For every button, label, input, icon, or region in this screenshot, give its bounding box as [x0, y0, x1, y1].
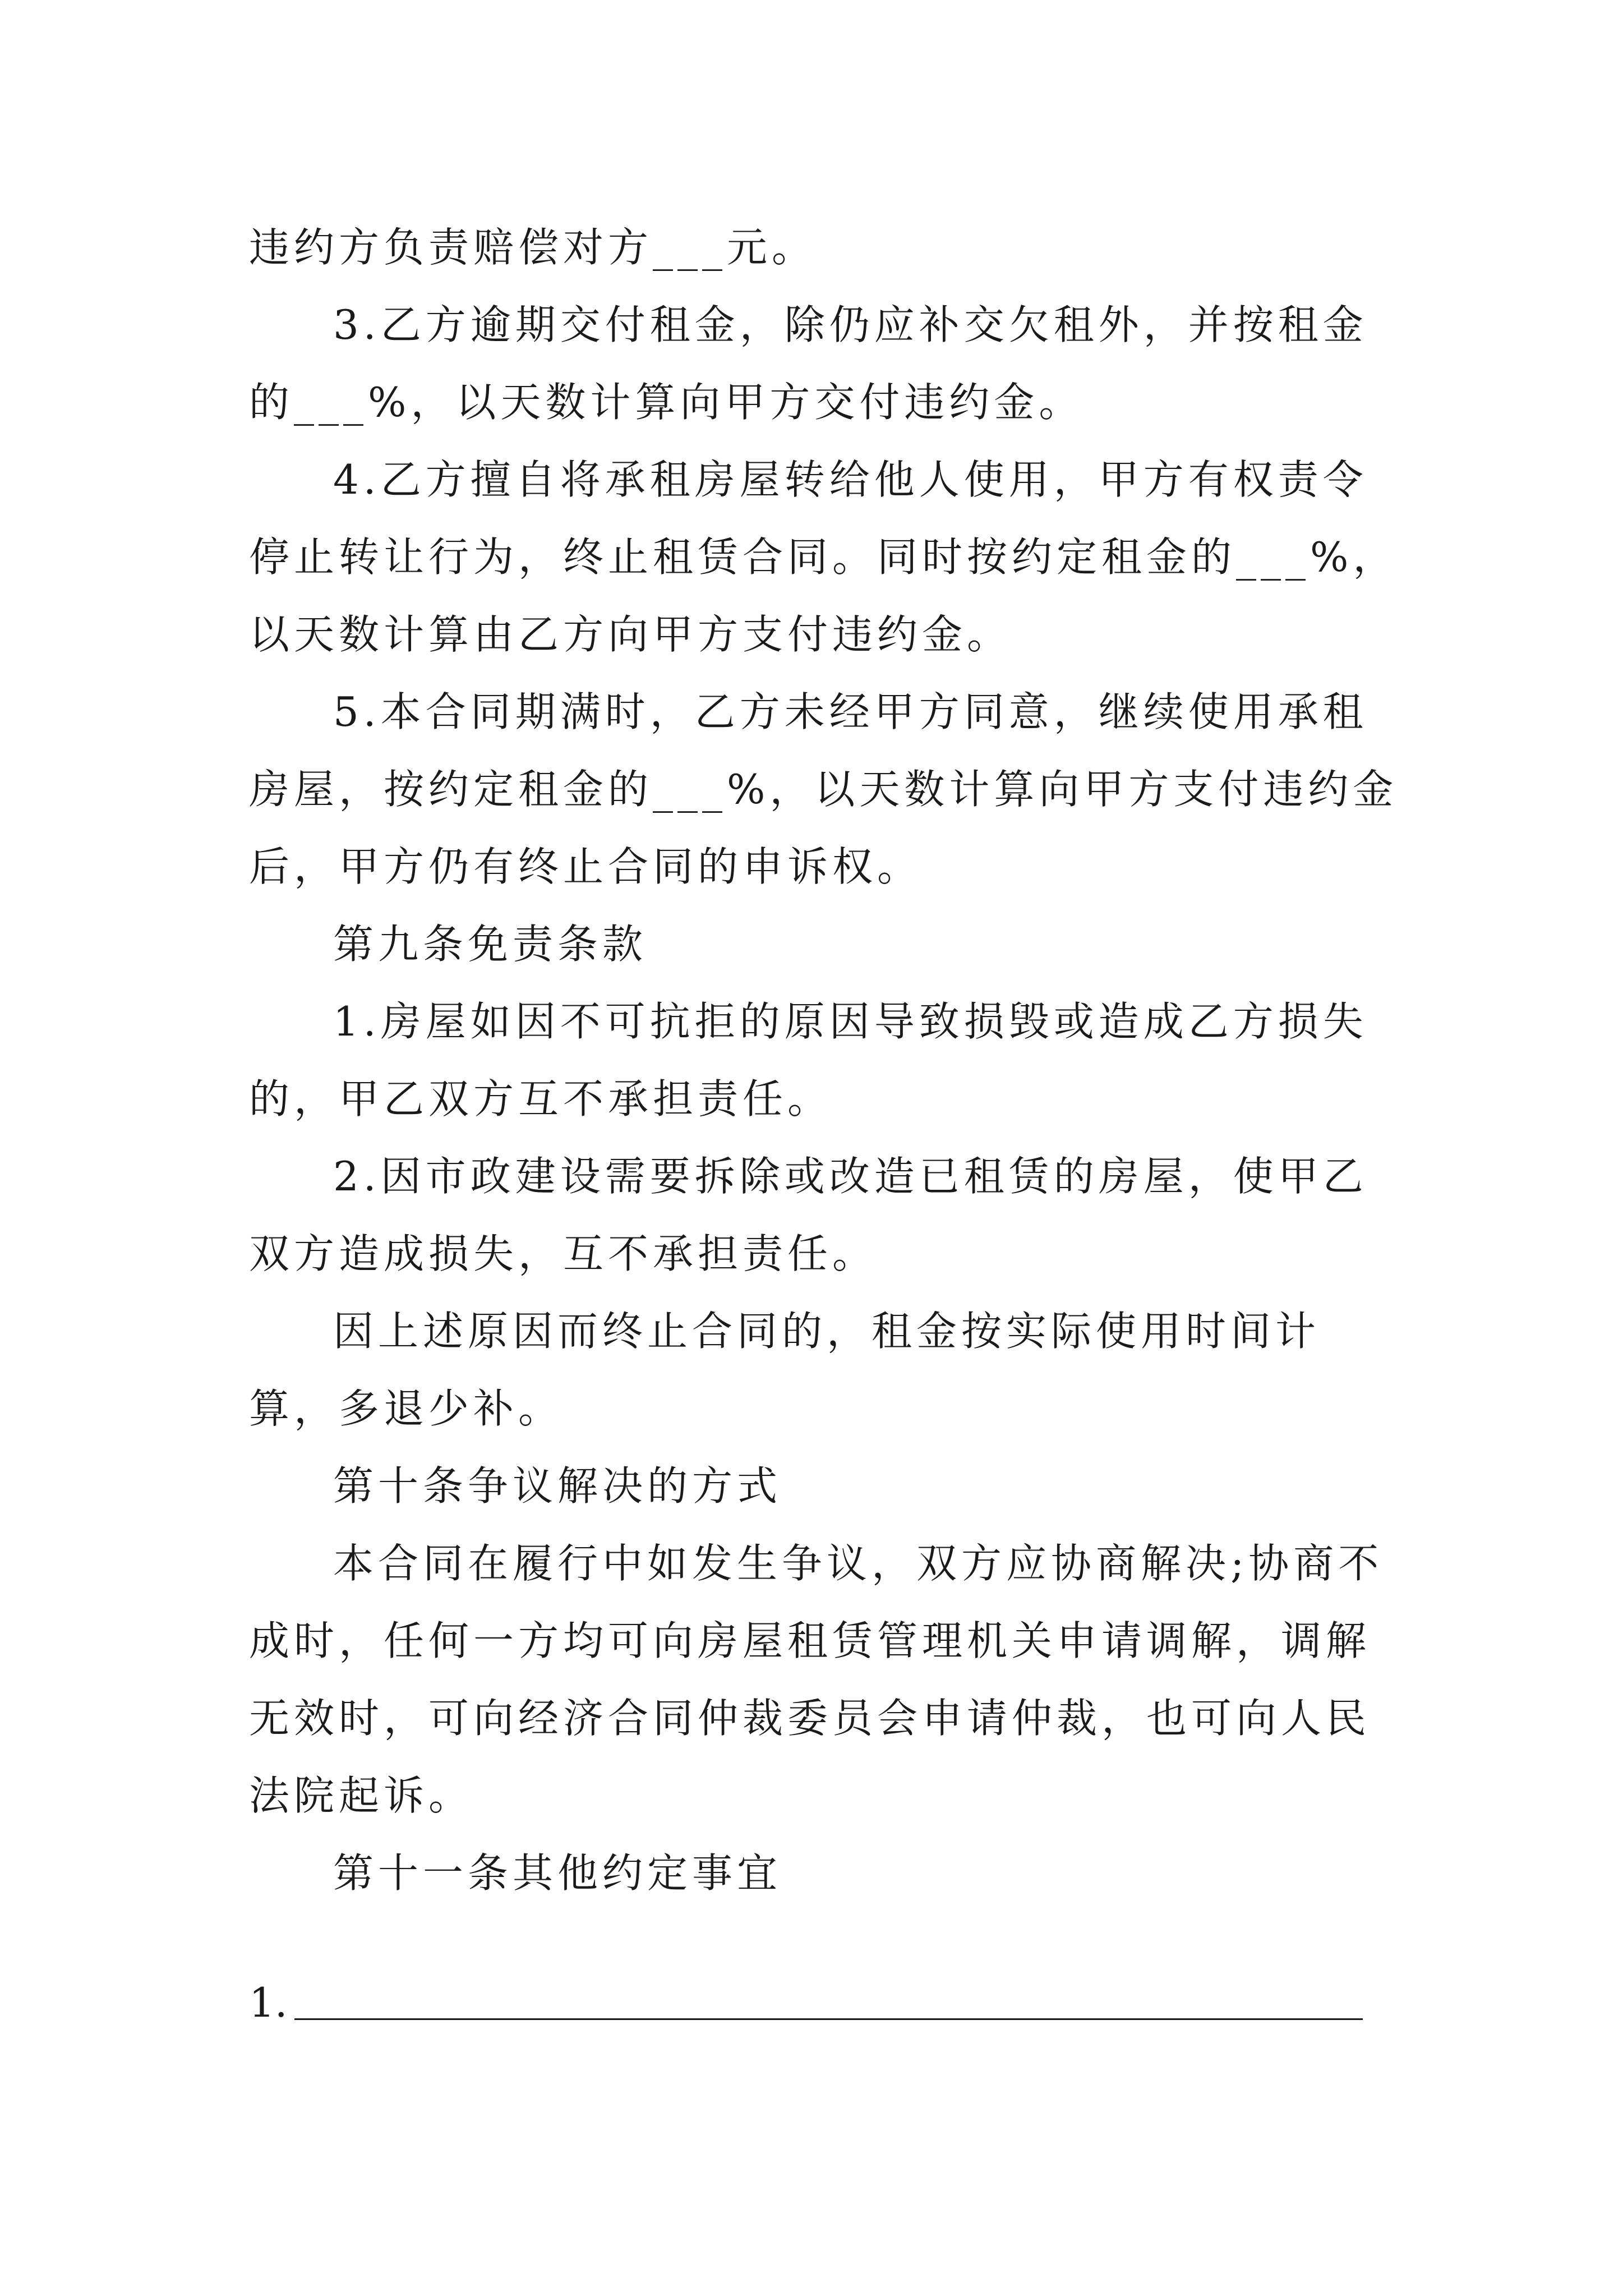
paragraph-late-rent: 3.乙方逾期交付租金，除仍应补交欠租外，并按租金的___%，以天数计算向甲方交付违约金。: [249, 301, 1368, 426]
heading-article-9: 第九条免责条款: [333, 921, 648, 968]
fill-in-blank-line: [294, 2018, 1363, 2020]
paragraph-compensation: 违约方负责赔偿对方___元。: [249, 224, 817, 271]
paragraph-force-majeure: 1.房屋如因不可抗拒的原因导致损毁或造成乙方损失的，甲乙双方互不承担责任。: [249, 998, 1368, 1122]
paragraph-dispute-resolution: 本合同在履行中如发生争议，双方应协商解决;协商不成时，任何一方均可向房屋租赁管理机关申请调解，调解无效时，可向经济合同仲裁委员会申请仲裁，也可向人民法院起诉。: [249, 1540, 1384, 1819]
paragraph-sublease: 4.乙方擅自将承租房屋转给他人使用，甲方有权责令停止转让行为，终止租赁合同。同时按约定租金的___%，以天数计算由乙方向甲方支付违约金。: [249, 456, 1398, 658]
heading-article-10: 第十条争议解决的方式: [333, 1462, 782, 1510]
heading-article-11: 第十一条其他约定事宜: [333, 1849, 782, 1897]
paragraph-rent-settlement: 因上述原因而终止合同的，租金按实际使用时间计算，多退少补。: [249, 1308, 1321, 1432]
paragraph-overstay: 5.本合同期满时，乙方未经甲方同意，继续使用承租房屋，按约定租金的___%，以天数计算向甲方支付违约金后，甲方仍有终止合同的申诉权。: [249, 688, 1398, 890]
paragraph-demolition: 2.因市政建设需要拆除或改造已租赁的房屋，使甲乙双方造成损失，互不承担责任。: [249, 1153, 1368, 1277]
fill-item-number: 1.: [249, 1979, 288, 2026]
